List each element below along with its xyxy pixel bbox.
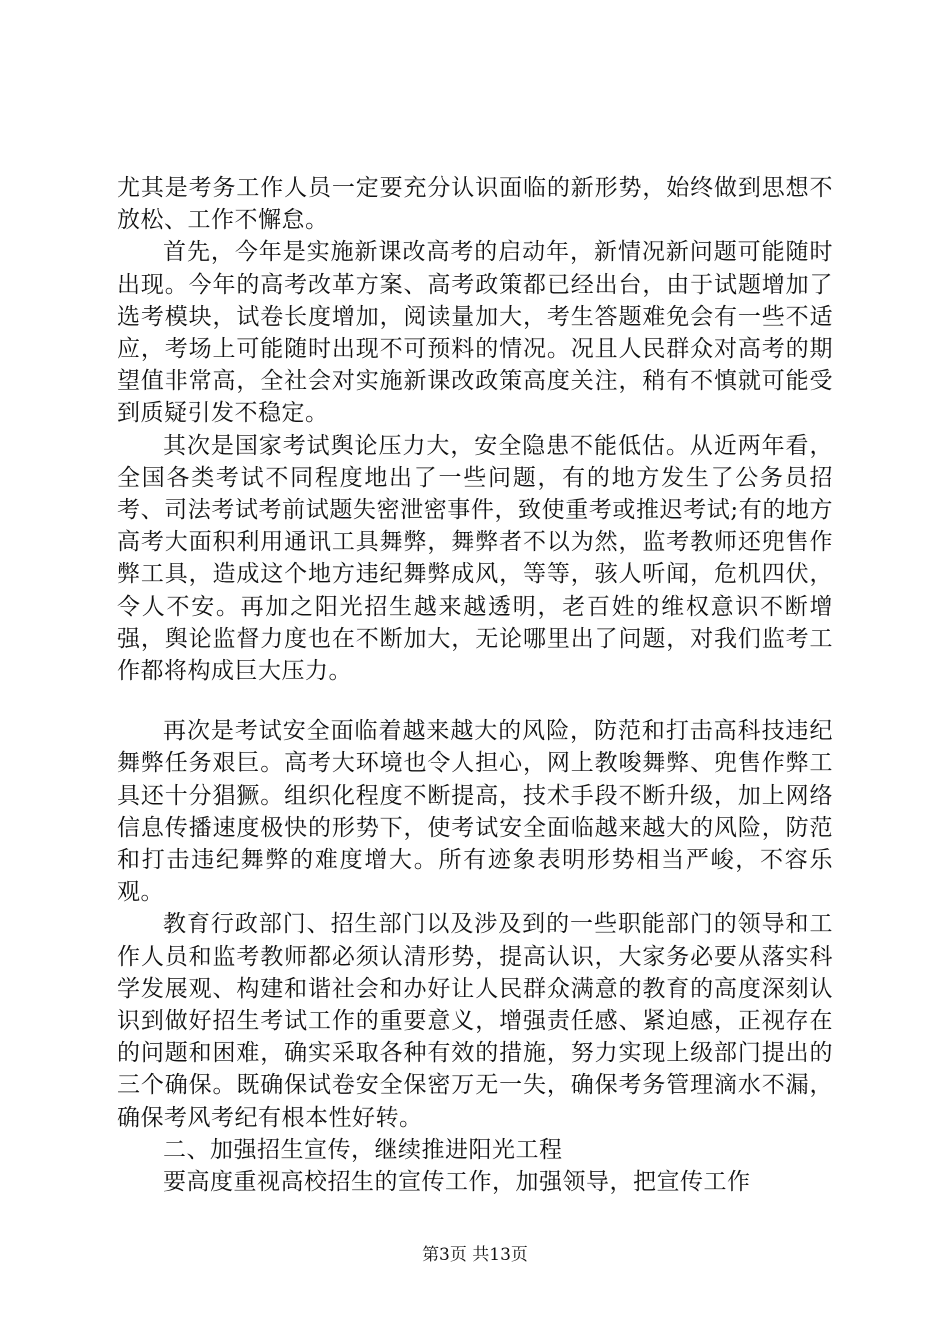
paragraph-third-reason: 再次是考试安全面临着越来越大的风险，防范和打击高科技违纪舞弊任务艰巨。高考大环境也令人担心，网上教唆舞弊、兜售作弊工具还十分猖獗。组织化程度不断提高，技术手段不断升级，加上网络信息传播速度极快的形势下，使考试安全面临越来越大的风险，防范和打击违纪舞弊的难度增大。所有迹象表明形势相当严峻，不容乐观。 xyxy=(117,718,833,906)
paragraph-first-reason: 首先，今年是实施新课改高考的启动年，新情况新问题可能随时出现。今年的高考改革方案、高考政策都已经出台，由于试题增加了选考模块，试卷长度增加，阅读量加大，考生答题难免会有一些不适应，考场上可能随时出现不可预料的情况。况且人民群众对高考的期望值非常高，全社会对实施新课改政策高度关注，稍有不慎就可能受到质疑引发不稳定。 xyxy=(117,239,833,427)
document-body xyxy=(117,172,833,1198)
paragraph-publicity: 要高度重视高校招生的宣传工作，加强领导，把宣传工作 xyxy=(163,1169,751,1196)
paragraph-continuation: 尤其是考务工作人员一定要充分认识面临的新形势，始终做到思想不放松、工作不懈怠。 xyxy=(117,175,833,234)
paragraph-second-reason: 其次是国家考试舆论压力大，安全隐患不能低估。从近两年看，全国各类考试不同程度地出了一些问题，有的地方发生了公务员招考、司法考试考前试题失密泄密事件，致使重考或推迟考试;有的地方高考大面积利用通讯工具舞弊，舞弊者不以为然，监考教师还兜售作弊工具，造成这个地方违纪舞弊成风，等等，骇人听闻，危机四伏，令人不安。再加之阳光招生越来越透明，老百姓的维权意识不断增强，舆论监督力度也在不断加大，无论哪里出了问题，对我们监考工作都将构成巨大压力。 xyxy=(117,432,833,685)
section-heading-2: 二、加强招生宣传，继续推进阳光工程 xyxy=(163,1136,563,1163)
page-number-footer: 第3页 共13页 xyxy=(422,1245,528,1265)
paragraph-responsibility: 教育行政部门、招生部门以及涉及到的一些职能部门的领导和工作人员和监考教师都必须认清形势，提高认识，大家务必要从落实科学发展观、构建和谐社会和办好让人民群众满意的教育的高度深刻认识到做好招生考试工作的重要意义，增强责任感、紧迫感，正视存在的问题和困难，确实采取各种有效的措施，努力实现上级部门提出的三个确保。既确保试卷安全保密万无一失，确保考务管理滴水不漏，确保考风考纪有根本性好转。 xyxy=(117,911,833,1131)
